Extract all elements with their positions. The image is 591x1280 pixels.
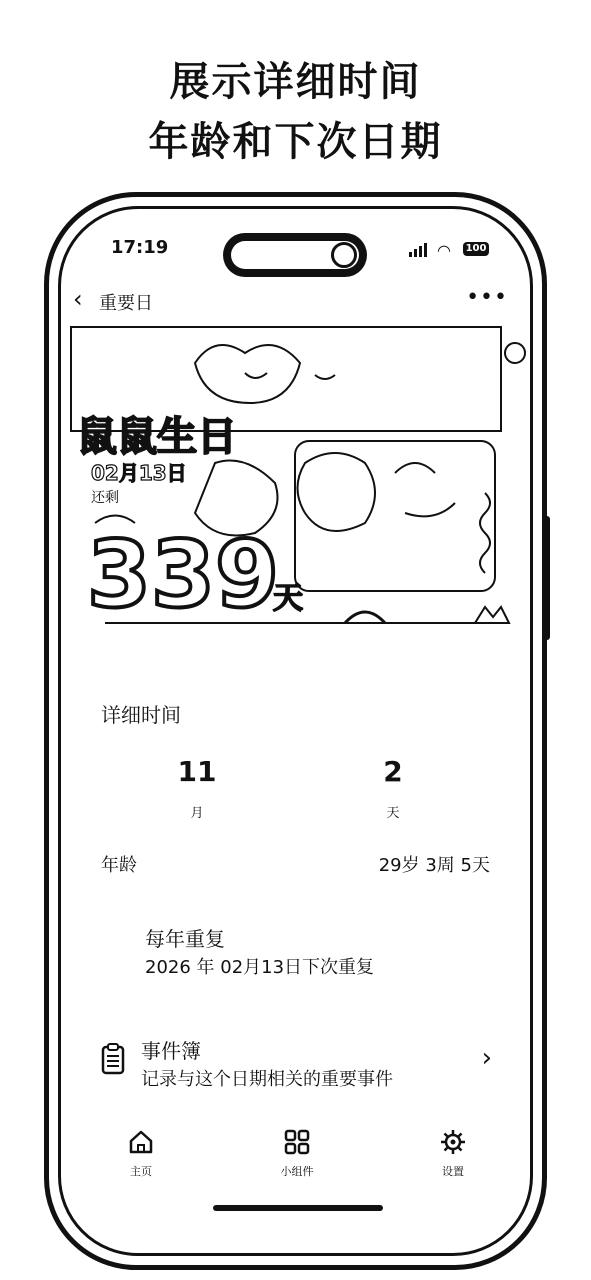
tab-bar <box>61 1129 530 1189</box>
tab-home[interactable] <box>101 1129 181 1179</box>
signal-icon <box>409 243 431 257</box>
tab-settings-label: 设置 <box>442 1165 464 1178</box>
more-options-button[interactable]: ••• <box>466 285 508 310</box>
age-label: 年龄 <box>101 855 137 876</box>
days-metric <box>333 755 453 821</box>
status-bar <box>61 233 530 263</box>
home-icon <box>128 1129 154 1155</box>
months-value: 11 <box>177 755 217 788</box>
status-time: 17:19 <box>111 237 169 258</box>
wifi-icon: ◠ <box>437 241 451 260</box>
nav-bar <box>61 285 530 315</box>
clipboard-icon <box>101 1043 125 1075</box>
gear-icon <box>440 1129 466 1155</box>
repeat-title[interactable]: 每年重复 <box>145 927 225 951</box>
countdown-days-unit: 天 <box>273 581 303 616</box>
chevron-right-icon[interactable]: › <box>481 1043 492 1073</box>
age-value: 29岁 3周 5天 <box>378 855 490 876</box>
days-unit: 天 <box>386 806 400 821</box>
dynamic-island <box>223 233 367 277</box>
countdown-days-number: 339 <box>87 521 280 628</box>
camera-icon <box>331 242 357 268</box>
countdown-prefix: 还剩 <box>91 490 119 506</box>
months-metric <box>137 755 257 821</box>
repeat-subtitle: 2026 年 02月13日下次重复 <box>145 957 375 978</box>
home-indicator[interactable] <box>213 1205 383 1211</box>
event-date: 02月13日 <box>91 461 187 485</box>
promo-headline-line2: 年龄和下次日期 <box>148 119 443 165</box>
tab-widgets-label: 小组件 <box>280 1165 314 1178</box>
hero-card[interactable] <box>65 323 529 653</box>
detail-time-heading: 详细时间 <box>101 703 181 727</box>
tab-widgets[interactable] <box>257 1129 337 1179</box>
phone-side-button <box>544 516 550 640</box>
tab-home-label: 主页 <box>130 1165 152 1178</box>
days-value: 2 <box>383 755 403 788</box>
event-book-subtitle: 记录与这个日期相关的重要事件 <box>141 1069 393 1090</box>
tab-settings[interactable] <box>413 1129 493 1179</box>
promo-headline-line1: 展示详细时间 <box>169 59 422 105</box>
event-book-title[interactable]: 事件簿 <box>141 1039 201 1063</box>
battery-icon: 100 <box>463 242 489 256</box>
months-unit: 月 <box>190 806 204 821</box>
nav-title: 重要日 <box>99 293 153 314</box>
event-title: 鼠鼠生日 <box>77 414 237 460</box>
widgets-grid-icon <box>284 1129 310 1155</box>
phone-screen <box>58 206 533 1256</box>
back-chevron-icon[interactable]: ‹ <box>73 285 83 313</box>
